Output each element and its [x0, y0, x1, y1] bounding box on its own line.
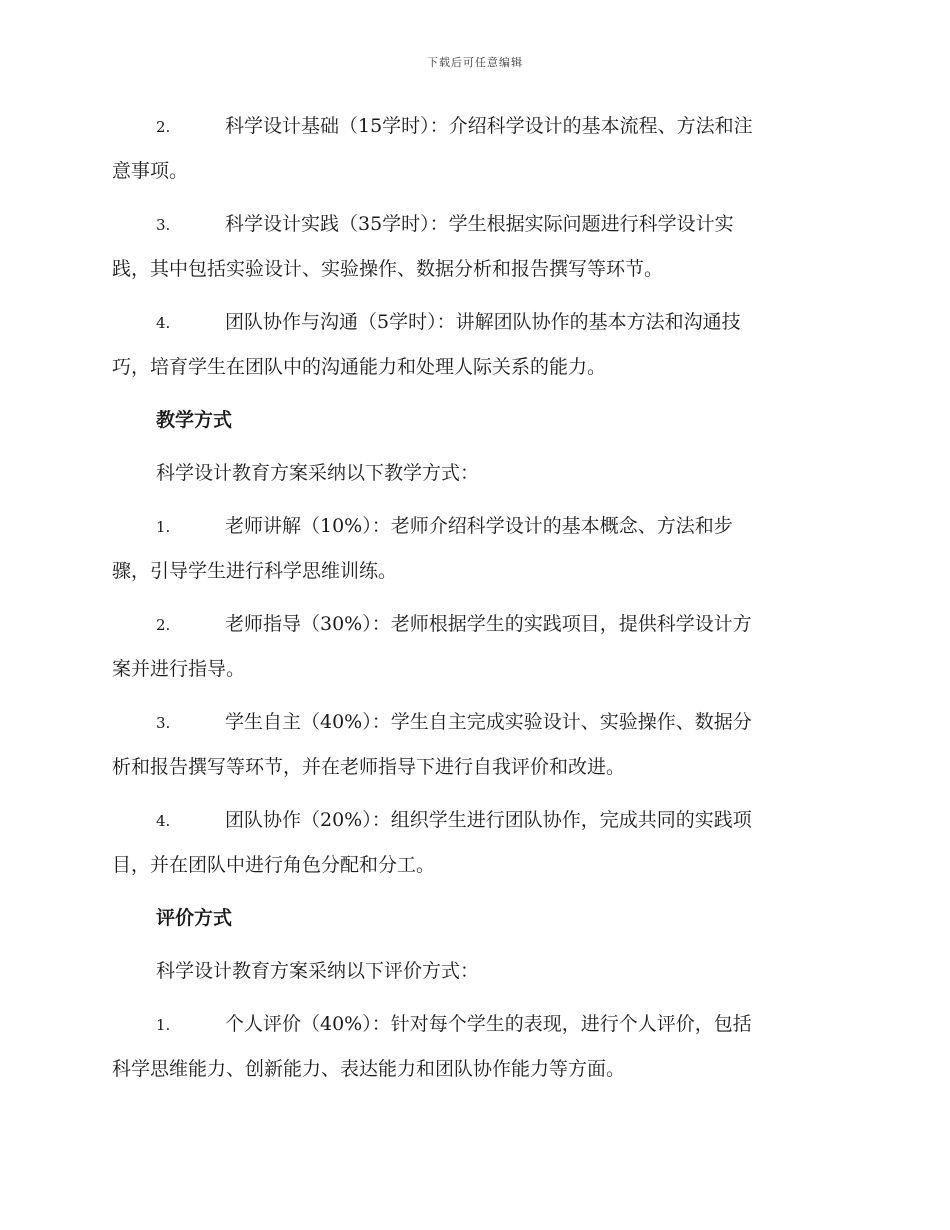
list-number: 3.: [156, 216, 171, 234]
list-text-line1: 团队协作与沟通（5学时）：讲解团队协作的基本方法和沟通技: [225, 311, 741, 333]
list-number: 1.: [156, 1016, 171, 1034]
list-text-line2: 巧，培育学生在团队中的沟通能力和处理人际关系的能力。: [112, 356, 607, 378]
list-text-line1: 学生自主（40%）：学生自主完成实验设计、实验操作、数据分: [225, 711, 752, 733]
list-item: [112, 1002, 838, 1091]
section-intro-teaching: 科学设计教育方案采纳以下教学方式：: [156, 462, 480, 484]
list-item: [112, 798, 838, 887]
list-text-line1: 老师讲解（10%）：老师介绍科学设计的基本概念、方法和步: [225, 515, 733, 537]
list-text-line1: 科学设计实践（35学时）：学生根据实际问题进行科学设计实: [225, 213, 734, 235]
section-heading-evaluation: 评价方式: [156, 907, 233, 929]
list-text-line1: 老师指导（30%）：老师根据学生的实践项目，提供科学设计方: [225, 613, 752, 635]
list-number: 1.: [156, 518, 171, 536]
list-text-line2: 目，并在团队中进行角色分配和分工。: [112, 854, 436, 876]
list-item: [112, 700, 838, 789]
page-header: 下载后可任意编辑: [427, 56, 523, 69]
list-text-line2: 践，其中包括实验设计、实验操作、数据分析和报告撰写等环节。: [112, 258, 664, 280]
list-text-line2: 析和报告撰写等环节，并在老师指导下进行自我评价和改进。: [112, 756, 626, 778]
list-text-line1: 科学设计基础（15学时）：介绍科学设计的基本流程、方法和注: [225, 115, 753, 137]
section-heading-teaching: 教学方式: [156, 409, 233, 431]
list-text-line2: 骤，引导学生进行科学思维训练。: [112, 560, 398, 582]
list-text-line1: 个人评价（40%）：针对每个学生的表现，进行个人评价，包括: [225, 1013, 752, 1035]
list-text-line1: 团队协作（20%）：组织学生进行团队协作，完成共同的实践项: [225, 809, 752, 831]
list-item: [112, 300, 838, 389]
list-number: 2.: [156, 616, 171, 634]
list-item: [112, 602, 838, 691]
list-item: [112, 504, 838, 593]
list-number: 4.: [156, 812, 171, 830]
section-intro-evaluation: 科学设计教育方案采纳以下评价方式：: [156, 960, 480, 982]
list-text-line2: 意事项。: [112, 160, 189, 182]
list-item: [112, 202, 838, 291]
list-number: 4.: [156, 314, 171, 332]
list-number: 2.: [156, 118, 171, 136]
list-text-line2: 科学思维能力、创新能力、表达能力和团队协作能力等方面。: [112, 1058, 626, 1080]
document-body: [112, 104, 838, 1100]
list-item: [112, 104, 838, 193]
list-text-line2: 案并进行指导。: [112, 658, 246, 680]
list-number: 3.: [156, 714, 171, 732]
